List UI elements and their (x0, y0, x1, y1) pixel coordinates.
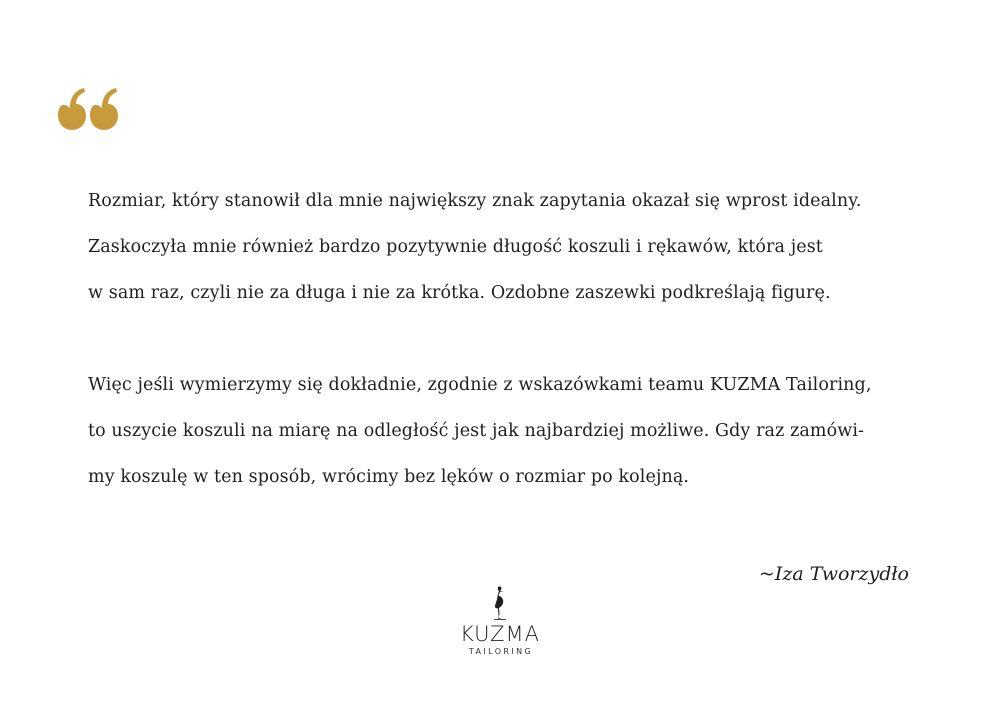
double-quote-open-icon (56, 84, 120, 140)
brand-logo (450, 585, 550, 665)
testimonial-paragraph-1 (88, 190, 928, 305)
testimonial-line: Rozmiar, który stanowił dla mnie największy znak zapytania okazał się wprost idealny. (88, 191, 862, 211)
testimonial-paragraph-2 (88, 374, 928, 489)
testimonial-author: ~Iza Tworzydło (758, 563, 909, 585)
quote-glyph-right (90, 88, 118, 130)
testimonial-text (88, 190, 928, 489)
testimonial-line: Zaskoczyła mnie również bardzo pozytywnie długość koszuli i rękawów, która jest (88, 237, 823, 257)
testimonial-line: to uszycie koszuli na miarę na odległość jest jak najbardziej możliwe. Gdy raz zamówi- (88, 421, 865, 441)
heron-ground (494, 619, 506, 620)
testimonial-line: Więc jeśli wymierzymy się dokładnie, zgodnie z wskazówkami teamu KUZMA Tailoring, (88, 375, 872, 395)
quote-glyph-left (58, 88, 86, 130)
testimonial-line: w sam raz, czyli nie za długa i nie za krótka. Ozdobne zaszewki podkreślają figurę. (88, 283, 831, 303)
testimonial-line: my koszulę w ten sposób, wrócimy bez lęków o rozmiar po kolejną. (88, 467, 690, 487)
brand-subtitle: TAILORING (468, 647, 534, 656)
heron-icon (489, 585, 511, 621)
brand-name: KUZMA (459, 622, 541, 646)
